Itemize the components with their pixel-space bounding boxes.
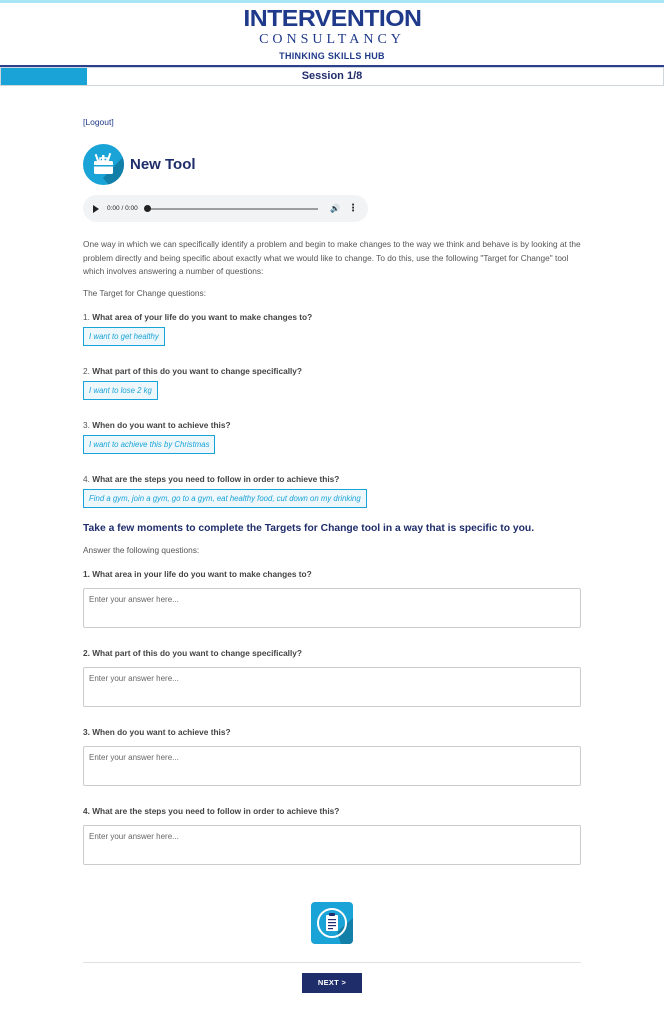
example-answer-2: I want to lose 2 kg: [83, 381, 158, 400]
toolbox-icon: [83, 144, 124, 185]
logout-link[interactable]: [Logout]: [83, 117, 114, 127]
question-number: 1.: [83, 311, 90, 322]
tool-header: [83, 144, 583, 185]
answer-lead-text: Answer the following questions:: [83, 544, 200, 555]
call-to-action-heading: Take a few moments to complete the Targets for Change tool in a way that is specific to you.: [83, 522, 535, 534]
clipboard-icon: [311, 902, 353, 944]
question-text: What part of this do you want to change specifically?: [92, 365, 302, 376]
session-label: Session 1/8: [301, 70, 363, 82]
question-text: When do you want to achieve this?: [92, 419, 231, 430]
example-question-1: [83, 312, 583, 322]
main-content: [83, 112, 583, 865]
answer-field-4[interactable]: [83, 825, 581, 865]
tool-title: New Tool: [130, 156, 196, 173]
play-icon[interactable]: [93, 205, 99, 213]
question-number: 4.: [83, 473, 90, 484]
audio-time: 0:00 / 0:00: [107, 205, 138, 212]
question-number: 2.: [83, 365, 90, 376]
next-button[interactable]: NEXT >: [302, 973, 362, 993]
answer-question-4: 4. What are the steps you need to follow in order to achieve this?: [83, 805, 340, 816]
answer-question-3: 3. When do you want to achieve this?: [83, 726, 231, 737]
audio-seek-handle[interactable]: [144, 205, 151, 212]
brand-logo: [0, 6, 664, 61]
more-options-icon[interactable]: ⋮: [348, 202, 358, 214]
answer-field-2[interactable]: [83, 667, 581, 707]
intro-text: One way in which we can specifically identify a problem and begin to make changes to the way we think and behave is by looking at the problem directly and being specific about exactly what we would like to change. To do this, use the following "Target for Change" tool which involves answering a number of questions:: [83, 239, 581, 276]
footer-divider: [83, 962, 581, 963]
questions-intro: The Target for Change questions:: [83, 287, 206, 298]
brand-hub-name: THINKING SKILLS HUB: [279, 51, 385, 61]
example-question-3: [83, 420, 583, 430]
session-progress-bar: [0, 67, 664, 86]
question-text: What are the steps you need to follow in order to achieve this?: [92, 473, 340, 484]
question-text: What area of your life do you want to make changes to?: [92, 311, 313, 322]
audio-seek-bar[interactable]: [146, 208, 318, 210]
example-question-4: [83, 474, 583, 484]
example-answer-3: I want to achieve this by Christmas: [83, 435, 215, 454]
answer-field-1[interactable]: [83, 588, 581, 628]
example-answer-1: I want to get healthy: [83, 327, 165, 346]
top-accent-line: [0, 0, 664, 3]
question-number: 3.: [83, 419, 90, 430]
answer-question-1: 1. What area in your life do you want to make changes to?: [83, 568, 312, 579]
answer-question-2: 2. What part of this do you want to change specifically?: [83, 647, 302, 658]
audio-player: [83, 195, 368, 222]
brand-name: INTERVENTION: [242, 5, 421, 31]
answer-field-3[interactable]: [83, 746, 581, 786]
clipboard-button[interactable]: [311, 902, 353, 944]
brand-subtitle: CONSULTANCY: [259, 32, 405, 47]
volume-icon[interactable]: 🔊: [330, 204, 340, 213]
example-question-2: [83, 366, 583, 376]
example-questions: [83, 312, 583, 508]
example-answer-4: Find a gym, join a gym, go to a gym, eat healthy food, cut down on my drinking: [83, 489, 367, 508]
